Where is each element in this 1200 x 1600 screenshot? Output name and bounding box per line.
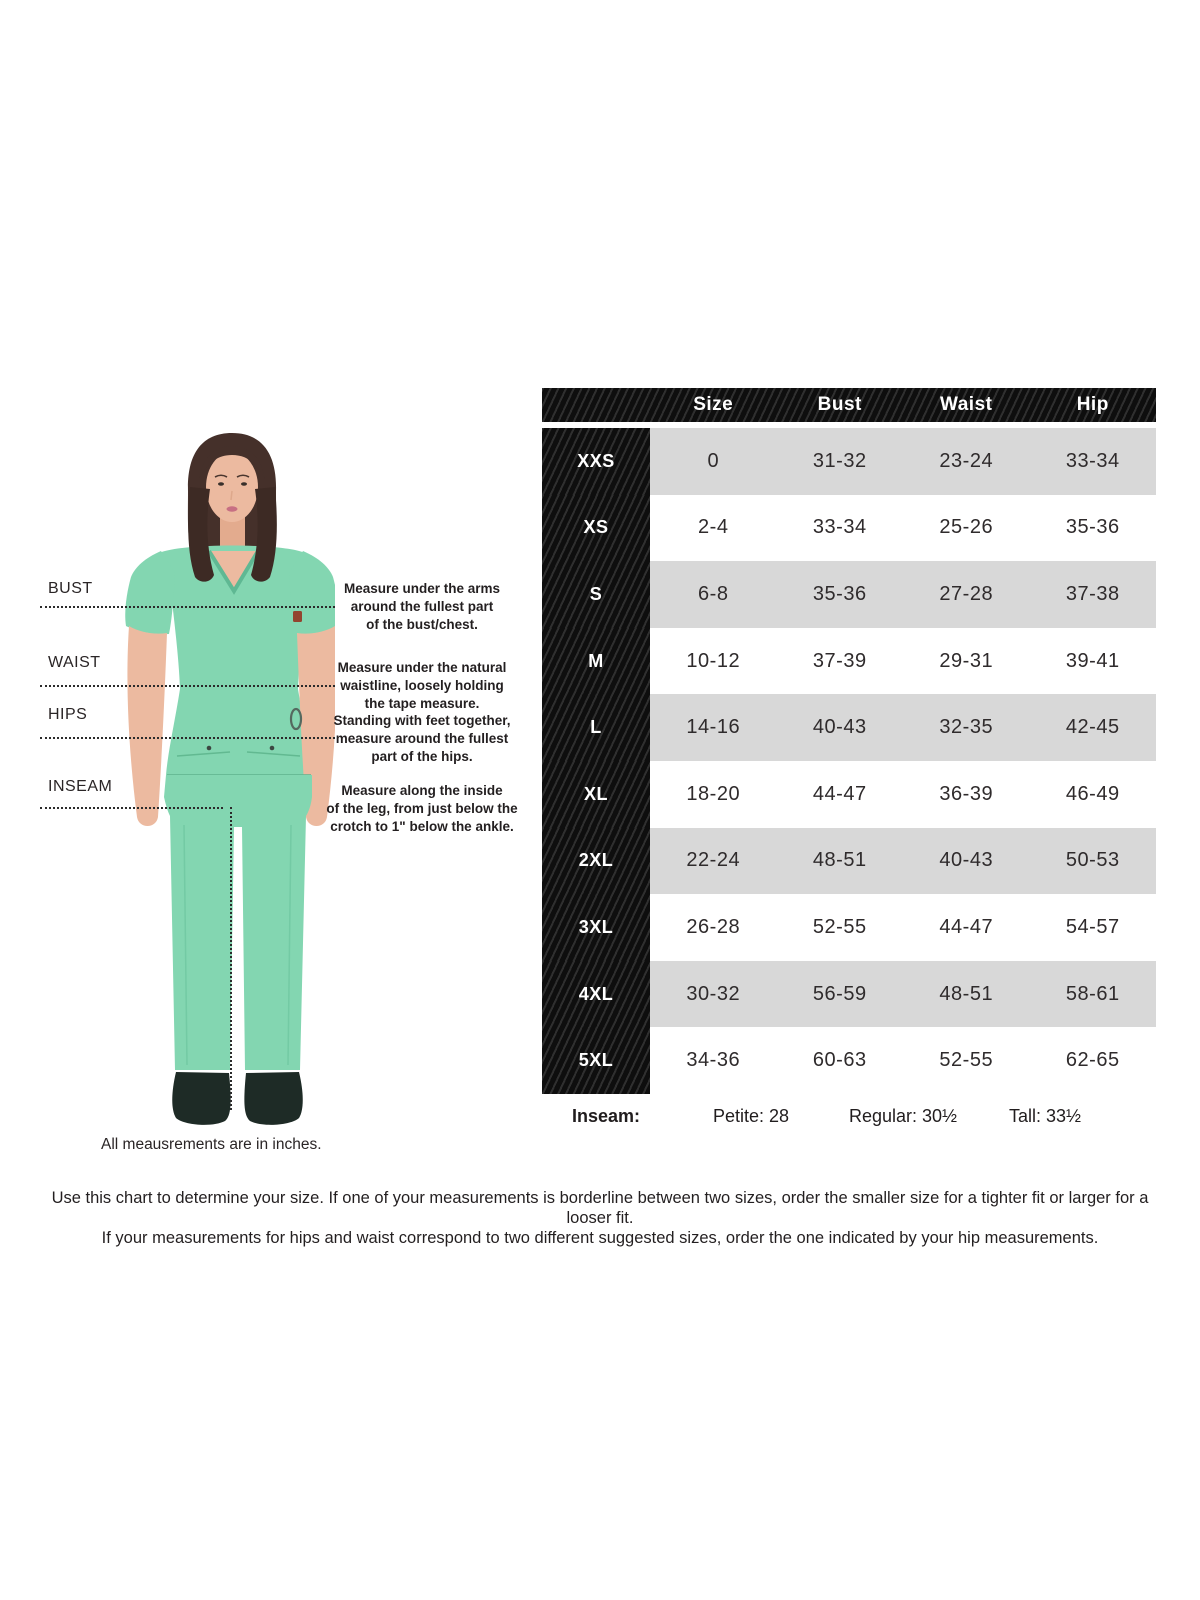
hip-value-cell: 33-34	[1065, 449, 1120, 472]
table-row	[542, 694, 1156, 761]
column-header-hip: Hip	[1076, 394, 1109, 415]
size-label-cell: 3XL	[542, 894, 650, 961]
size-chart-header	[542, 388, 1156, 422]
waist-value-cell: 48-51	[939, 982, 994, 1005]
lips	[227, 506, 238, 511]
table-row	[542, 428, 1156, 495]
hips-label: HIPS	[48, 706, 88, 723]
bust-value-cell: 33-34	[812, 516, 867, 539]
pocket-snap-left	[207, 746, 212, 751]
size-label-cell: L	[542, 694, 650, 761]
bust-dotted-line	[40, 606, 335, 608]
hip-value-cell: 46-49	[1065, 782, 1120, 805]
bust-value-cell: 48-51	[812, 849, 867, 872]
waist-value-cell: 52-55	[939, 1049, 994, 1072]
bust-value-cell: 44-47	[812, 782, 867, 805]
hip-value-cell: 35-36	[1065, 516, 1120, 539]
instruction-line: around the fullest part	[350, 599, 494, 614]
inseam-dotted-line-horizontal	[40, 807, 223, 809]
hip-value-cell: 54-57	[1065, 915, 1120, 938]
waist-dotted-line	[40, 685, 335, 687]
instruction-line: Standing with feet together,	[333, 713, 511, 728]
size-label-cell: XXS	[542, 428, 650, 495]
instruction-line: waistline, loosely holding	[340, 678, 504, 693]
size-chart-table	[542, 388, 1156, 1094]
size-label-cell: XS	[542, 495, 650, 562]
table-row	[542, 561, 1156, 628]
bust-value-cell: 35-36	[812, 582, 867, 605]
instruction-line: the tape measure.	[364, 696, 480, 711]
size-value-cell: 2-4	[698, 516, 729, 539]
hip-value-cell: 39-41	[1065, 649, 1120, 672]
inseam-regular-value: Regular: 30½	[848, 1106, 958, 1126]
bust-value-cell: 31-32	[812, 449, 867, 472]
column-header-waist: Waist	[940, 394, 993, 415]
pocket-snap-right	[270, 746, 275, 751]
size-value-cell: 10-12	[686, 649, 741, 672]
size-value-cell: 18-20	[686, 782, 741, 805]
waist-value-cell: 40-43	[939, 849, 994, 872]
waist-value-cell: 44-47	[939, 915, 994, 938]
table-row	[542, 761, 1156, 828]
sizing-note	[40, 1188, 1160, 1248]
size-label-cell: XL	[542, 761, 650, 828]
instruction-line: of the leg, from just below the	[326, 801, 518, 816]
inseam-petite-value: Petite: 28	[712, 1106, 790, 1126]
inseam-label: INSEAM	[48, 778, 113, 795]
waist-value-cell: 29-31	[939, 649, 994, 672]
left-arm	[127, 626, 167, 826]
instruction-line: crotch to 1" below the ankle.	[330, 819, 514, 834]
brand-patch	[293, 611, 302, 622]
size-label-cell: S	[542, 561, 650, 628]
hips-instruction	[318, 712, 526, 766]
waist-value-cell: 27-28	[939, 582, 994, 605]
inseam-dotted-line-vertical	[230, 807, 232, 1110]
size-value-cell: 34-36	[686, 1049, 741, 1072]
model-figure-illustration	[95, 425, 335, 1135]
size-value-cell: 0	[707, 449, 720, 472]
instruction-line: Measure under the arms	[343, 581, 501, 596]
bust-value-cell: 40-43	[812, 716, 867, 739]
left-sleeve	[125, 551, 175, 634]
bust-value-cell: 56-59	[812, 982, 867, 1005]
table-row	[542, 894, 1156, 961]
left-shoe	[172, 1072, 230, 1125]
hip-value-cell: 58-61	[1065, 982, 1120, 1005]
size-label-cell: M	[542, 628, 650, 695]
table-row	[542, 1027, 1156, 1094]
right-shoe	[244, 1072, 302, 1125]
waist-value-cell: 36-39	[939, 782, 994, 805]
inseam-instruction	[318, 782, 526, 836]
units-caption: All meausrements are in inches.	[101, 1136, 322, 1153]
size-label-cell: 2XL	[542, 828, 650, 895]
waist-label: WAIST	[48, 654, 101, 671]
waist-value-cell: 25-26	[939, 516, 994, 539]
instruction-line: part of the hips.	[371, 749, 473, 764]
waist-instruction	[318, 659, 526, 713]
table-row	[542, 628, 1156, 695]
instruction-line: Measure under the natural	[337, 660, 507, 675]
hip-value-cell: 62-65	[1065, 1049, 1120, 1072]
size-value-cell: 30-32	[686, 982, 741, 1005]
table-row	[542, 828, 1156, 895]
instruction-line: measure around the fullest	[335, 731, 509, 746]
hip-value-cell: 50-53	[1065, 849, 1120, 872]
sizing-note-line-2: If your measurements for hips and waist correspond to two different suggested sizes, order the one indicated by your hip measurements.	[101, 1229, 1099, 1247]
column-header-bust: Bust	[817, 394, 862, 415]
inseam-row-label: Inseam:	[571, 1106, 641, 1126]
bust-value-cell: 37-39	[812, 649, 867, 672]
column-header-size: Size	[693, 394, 734, 415]
hips-dotted-line	[40, 737, 335, 739]
size-value-cell: 22-24	[686, 849, 741, 872]
hip-value-cell: 42-45	[1065, 716, 1120, 739]
size-label-cell: 5XL	[542, 1027, 650, 1094]
size-chart-body	[542, 428, 1156, 1094]
nose	[231, 491, 232, 500]
bust-value-cell: 60-63	[812, 1049, 867, 1072]
waist-value-cell: 23-24	[939, 449, 994, 472]
right-eye	[241, 482, 247, 485]
bust-label: BUST	[48, 580, 93, 597]
table-row	[542, 495, 1156, 562]
left-eye	[218, 482, 224, 485]
instruction-line: Measure along the inside	[341, 783, 503, 798]
size-value-cell: 6-8	[698, 582, 729, 605]
size-value-cell: 26-28	[686, 915, 741, 938]
bust-value-cell: 52-55	[812, 915, 867, 938]
waist-value-cell: 32-35	[939, 716, 994, 739]
size-label-cell: 4XL	[542, 961, 650, 1028]
table-row	[542, 961, 1156, 1028]
instruction-line: of the bust/chest.	[366, 617, 478, 632]
size-value-cell: 14-16	[686, 716, 741, 739]
sizing-note-line-1: Use this chart to determine your size. If one of your measurements is borderline between two sizes, order the smaller size for a tighter fit or larger for a looser fit.	[51, 1189, 1149, 1227]
hip-value-cell: 37-38	[1065, 582, 1120, 605]
bust-instruction	[318, 580, 526, 634]
inseam-tall-value: Tall: 33½	[1008, 1106, 1082, 1126]
